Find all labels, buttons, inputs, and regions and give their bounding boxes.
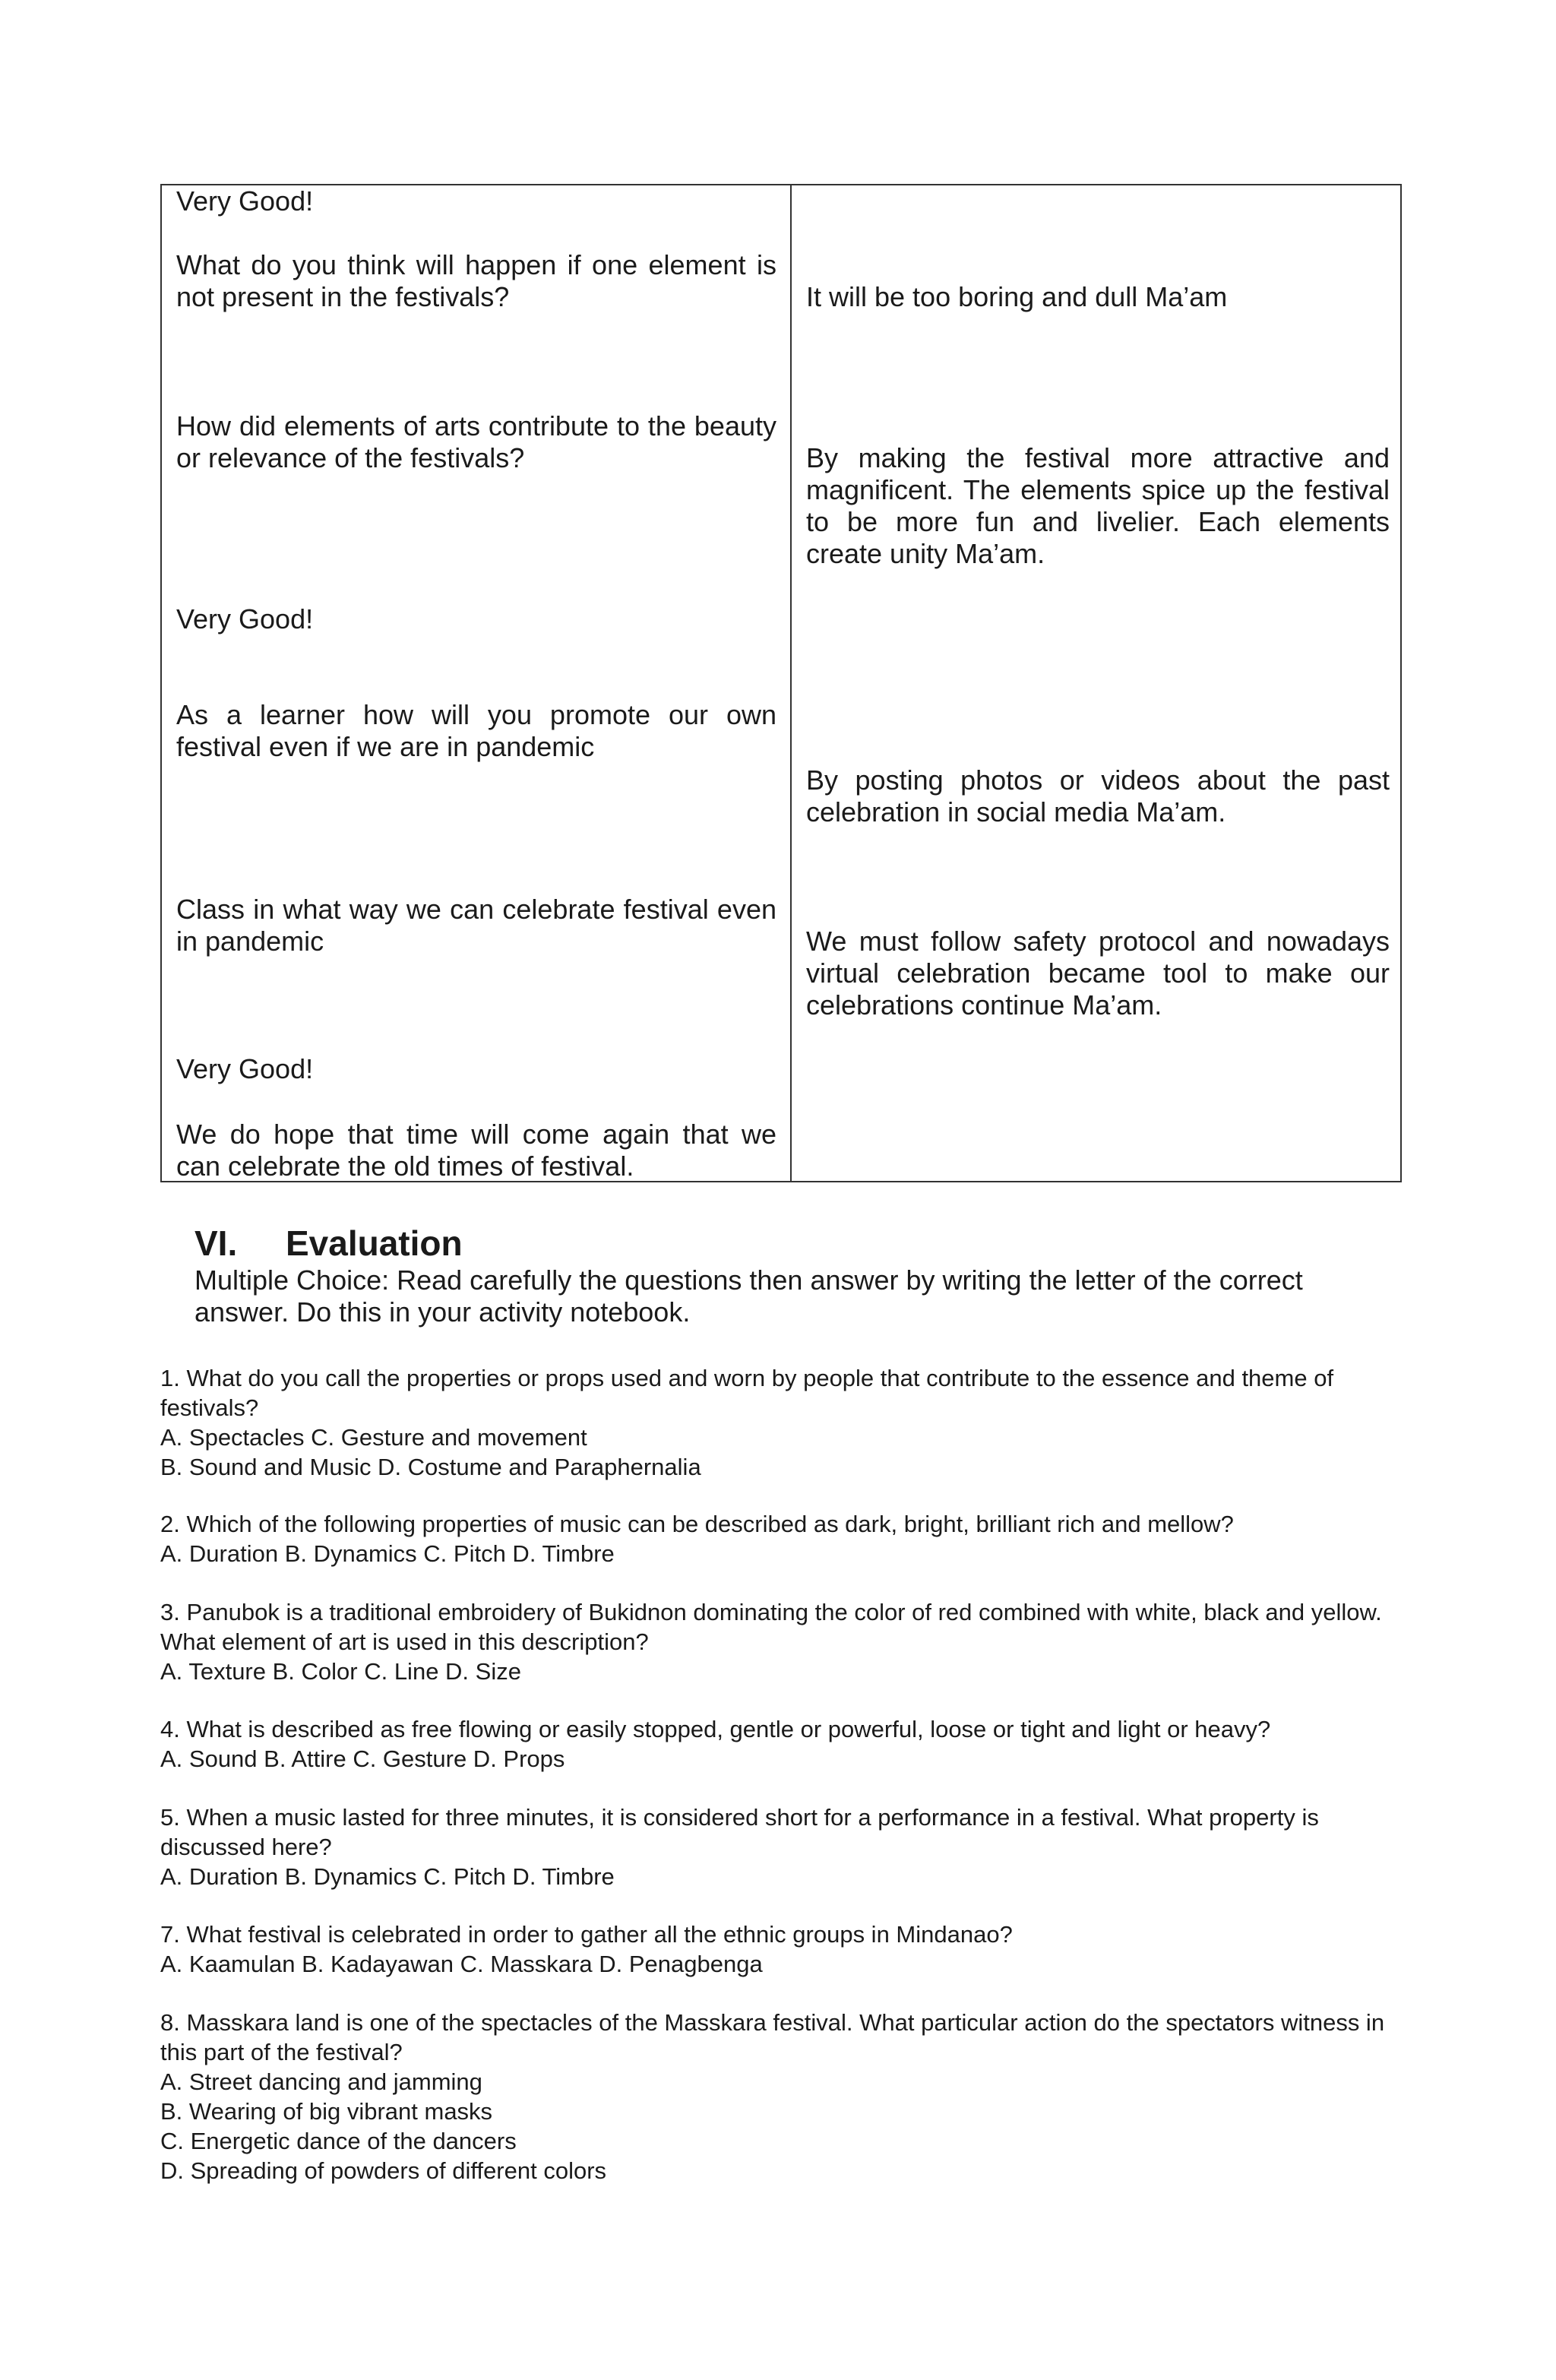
student-response: It will be too boring and dull Ma’am xyxy=(806,281,1228,312)
question-item xyxy=(160,1363,1391,1482)
answer-option: A. Kaamulan B. Kadayawan C. Masskara D. Penagbenga xyxy=(160,1951,763,1977)
question-text: 5. When a music lasted for three minutes, it is considered short for a performance in a festival. What property is discussed here? xyxy=(160,1804,1319,1860)
answer-option: D. Spreading of powders of different colors xyxy=(160,2157,607,2184)
column-divider xyxy=(790,185,792,1181)
answer-option: B. Sound and Music D. Costume and Paraphernalia xyxy=(160,1454,701,1480)
question-item xyxy=(160,1597,1391,1686)
answer-option: A. Texture B. Color C. Line D. Size xyxy=(160,1658,521,1685)
answer-option: A. Duration B. Dynamics C. Pitch D. Timbre xyxy=(160,1540,615,1567)
question-item xyxy=(160,1802,1391,1891)
student-response: We must follow safety protocol and nowadays virtual celebration became tool to make our celebrations continue Ma’am. xyxy=(806,926,1390,1021)
student-response: By making the festival more attractive and magnificent. The elements spice up the festival to be more fun and livelier. Each elements create unity Ma’am. xyxy=(806,442,1390,569)
section-number: VI. xyxy=(194,1223,238,1263)
teacher-line: What do you think will happen if one element is not present in the festivals? xyxy=(176,249,776,312)
question-text: 1. What do you call the properties or props used and worn by people that contribute to the essence and theme of festivals? xyxy=(160,1365,1334,1421)
section-title: Evaluation xyxy=(286,1223,463,1263)
question-text: 8. Masskara land is one of the spectacles of the Masskara festival. What particular action do the spectators witness in this part of the festival? xyxy=(160,2009,1385,2065)
teacher-line: How did elements of arts contribute to the beauty or relevance of the festivals? xyxy=(176,410,776,473)
answer-option: B. Wearing of big vibrant masks xyxy=(160,2098,493,2125)
teacher-line: Very Good! xyxy=(176,185,314,217)
question-text: 3. Panubok is a traditional embroidery of Bukidnon dominating the color of red combined with white, black and yellow. What element of art is used in this description? xyxy=(160,1599,1382,1655)
question-item xyxy=(160,1920,1391,1979)
teacher-line: We do hope that time will come again that we can celebrate the old times of festival. xyxy=(176,1119,776,1182)
teacher-line: As a learner how will you promote our own festival even if we are in pandemic xyxy=(176,699,776,762)
section-heading xyxy=(194,1222,463,1264)
answer-option: A. Sound B. Attire C. Gesture D. Props xyxy=(160,1745,565,1772)
teacher-line: Very Good! xyxy=(176,1053,314,1084)
question-item xyxy=(160,2008,1391,2185)
answer-option: A. Duration B. Dynamics C. Pitch D. Timbre xyxy=(160,1863,615,1890)
answer-option: A. Street dancing and jamming xyxy=(160,2068,482,2095)
answer-option: C. Energetic dance of the dancers xyxy=(160,2128,517,2154)
question-text: 2. Which of the following properties of music can be described as dark, bright, brilliant rich and mellow? xyxy=(160,1511,1234,1537)
question-text: 4. What is described as free flowing or easily stopped, gentle or powerful, loose or tight and light or heavy? xyxy=(160,1716,1271,1742)
instructions: Multiple Choice: Read carefully the questions then answer by writing the letter of the correct answer. Do this in your activity notebook. xyxy=(194,1264,1303,1328)
student-response: By posting photos or videos about the past celebration in social media Ma’am. xyxy=(806,764,1390,828)
question-text: 7. What festival is celebrated in order to gather all the ethnic groups in Mindanao? xyxy=(160,1921,1013,1948)
answer-option: A. Spectacles C. Gesture and movement xyxy=(160,1424,587,1451)
teacher-line: Very Good! xyxy=(176,603,314,635)
dialogue-table xyxy=(160,184,1402,1182)
question-item xyxy=(160,1714,1391,1774)
teacher-line: Class in what way we can celebrate festival even in pandemic xyxy=(176,894,776,957)
question-item xyxy=(160,1509,1391,1568)
